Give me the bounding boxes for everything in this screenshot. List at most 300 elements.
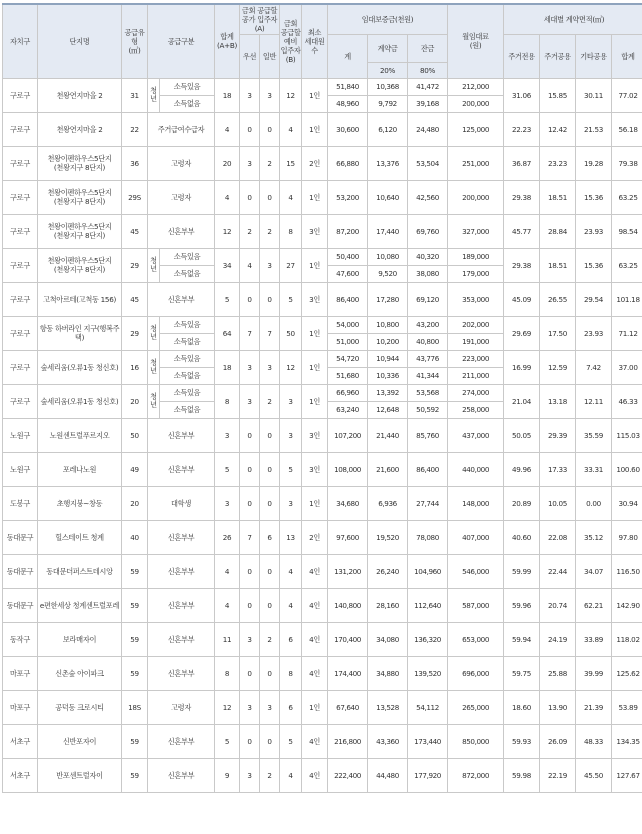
cell-complex: 포레나노원: [38, 452, 122, 486]
cell-group-b: 4: [280, 758, 302, 792]
cell-complex: 천왕이펜하우스5단지 (천왕지구 8단지): [38, 248, 122, 282]
cell-contract: 13,528: [368, 690, 408, 724]
cell-area-shared: 22.44: [540, 554, 576, 588]
cell-supply-category: 신혼부부: [148, 520, 215, 554]
header-deposit: 임대보증금(천원): [328, 4, 448, 34]
cell-min-household: 1인: [302, 248, 328, 282]
cell-area-shared: 20.74: [540, 588, 576, 622]
cell-contract: 34,880: [368, 656, 408, 690]
table-row: [3, 78, 642, 95]
cell-area-shared: 18.51: [540, 248, 576, 282]
cell-contract: 6,936: [368, 486, 408, 520]
cell-income-type: 소득없음: [160, 367, 215, 384]
cell-supply-category: 청 년: [148, 384, 160, 418]
cell-deposit-total: 107,200: [328, 418, 368, 452]
cell-supply-type: 29: [122, 316, 148, 350]
cell-balance: 53,568: [408, 384, 448, 401]
cell-priority: 0: [240, 724, 260, 758]
cell-deposit-total: 170,400: [328, 622, 368, 656]
cell-deposit-total: 66,880: [328, 146, 368, 180]
cell-rent: 353,000: [448, 282, 504, 316]
cell-total: 4: [215, 112, 240, 146]
cell-contract: 10,368: [368, 78, 408, 95]
cell-area-shared: 15.85: [540, 78, 576, 112]
cell-district: 동작구: [3, 622, 38, 656]
cell-balance: 27,744: [408, 486, 448, 520]
cell-priority: 3: [240, 690, 260, 724]
cell-group-b: 6: [280, 690, 302, 724]
cell-district: 도봉구: [3, 486, 38, 520]
cell-contract: 10,800: [368, 316, 408, 333]
cell-district: 구로구: [3, 214, 38, 248]
cell-group-b: 3: [280, 418, 302, 452]
cell-contract: 21,440: [368, 418, 408, 452]
cell-supply-type: 22: [122, 112, 148, 146]
cell-contract: 9,520: [368, 265, 408, 282]
cell-balance: 112,640: [408, 588, 448, 622]
cell-area-other: 15.36: [576, 180, 612, 214]
cell-contract: 44,480: [368, 758, 408, 792]
cell-area-total: 63.25: [612, 248, 642, 282]
cell-complex: 숲세리움(오류1동 청신호): [38, 350, 122, 384]
cell-area-shared: 26.09: [540, 724, 576, 758]
cell-group-b: 5: [280, 724, 302, 758]
cell-district: 서초구: [3, 724, 38, 758]
cell-general: 0: [260, 112, 280, 146]
cell-rent: 653,000: [448, 622, 504, 656]
cell-complex: 천왕연지마을 2: [38, 78, 122, 112]
cell-area-private: 59.99: [504, 554, 540, 588]
table-row: [3, 690, 642, 724]
table-row: [3, 554, 642, 588]
cell-area-total: 30.94: [612, 486, 642, 520]
cell-contract: 10,944: [368, 350, 408, 367]
cell-group-b: 5: [280, 452, 302, 486]
cell-supply-type: 59: [122, 656, 148, 690]
table-row: [3, 282, 642, 316]
cell-balance: 86,400: [408, 452, 448, 486]
cell-group-b: 12: [280, 350, 302, 384]
cell-min-household: 2인: [302, 520, 328, 554]
cell-balance: 54,112: [408, 690, 448, 724]
cell-district: 동대문구: [3, 520, 38, 554]
cell-supply-category: 신혼부부: [148, 622, 215, 656]
cell-min-household: 4인: [302, 622, 328, 656]
cell-balance: 104,960: [408, 554, 448, 588]
cell-group-b: 3: [280, 486, 302, 520]
table-row: [3, 520, 642, 554]
cell-priority: 0: [240, 588, 260, 622]
cell-area-total: 100.60: [612, 452, 642, 486]
cell-group-b: 8: [280, 214, 302, 248]
cell-area-private: 21.04: [504, 384, 540, 418]
cell-deposit-total: 50,400: [328, 248, 368, 265]
cell-deposit-total: 174,400: [328, 656, 368, 690]
cell-supply-type: 59: [122, 588, 148, 622]
cell-general: 3: [260, 248, 280, 282]
cell-priority: 0: [240, 282, 260, 316]
cell-area-total: 101.18: [612, 282, 642, 316]
cell-area-other: 23.93: [576, 316, 612, 350]
cell-total: 11: [215, 622, 240, 656]
cell-balance: 43,776: [408, 350, 448, 367]
header-rent: 월임대료 (원): [448, 4, 504, 78]
cell-deposit-total: 222,400: [328, 758, 368, 792]
cell-general: 2: [260, 758, 280, 792]
cell-contract: 43,360: [368, 724, 408, 758]
cell-general: 3: [260, 350, 280, 384]
cell-deposit-total: 67,640: [328, 690, 368, 724]
header-area-shared: 주거공용: [540, 34, 576, 78]
cell-group-b: 12: [280, 78, 302, 112]
header-area-other: 기타공용: [576, 34, 612, 78]
cell-area-private: 18.60: [504, 690, 540, 724]
cell-complex: 보라매자이: [38, 622, 122, 656]
cell-deposit-total: 108,000: [328, 452, 368, 486]
cell-area-shared: 18.51: [540, 180, 576, 214]
cell-area-other: 0.00: [576, 486, 612, 520]
cell-district: 서초구: [3, 758, 38, 792]
cell-supply-category: 주거급여수급자: [148, 112, 215, 146]
cell-supply-type: 59: [122, 554, 148, 588]
cell-area-other: 21.53: [576, 112, 612, 146]
cell-area-total: 53.89: [612, 690, 642, 724]
cell-supply-category: 신혼부부: [148, 656, 215, 690]
cell-min-household: 3인: [302, 214, 328, 248]
cell-min-household: 4인: [302, 724, 328, 758]
header-group-a: 금회 공급할 공가 입주자 (A): [240, 4, 280, 34]
cell-priority: 3: [240, 78, 260, 112]
cell-group-b: 50: [280, 316, 302, 350]
cell-deposit-total: 86,400: [328, 282, 368, 316]
cell-supply-type: 40: [122, 520, 148, 554]
cell-supply-type: 29: [122, 248, 148, 282]
cell-area-private: 45.09: [504, 282, 540, 316]
cell-area-other: 21.39: [576, 690, 612, 724]
table-row: [3, 588, 642, 622]
cell-deposit-total: 53,200: [328, 180, 368, 214]
header-area-total: 합계: [612, 34, 642, 78]
header-total: 합계 (A+B): [215, 4, 240, 78]
cell-min-household: 4인: [302, 656, 328, 690]
cell-rent: 211,000: [448, 367, 504, 384]
cell-area-private: 36.87: [504, 146, 540, 180]
cell-rent: 200,000: [448, 95, 504, 112]
cell-contract: 10,200: [368, 333, 408, 350]
cell-area-other: 33.31: [576, 452, 612, 486]
header-complex: 단지명: [38, 4, 122, 78]
cell-total: 8: [215, 656, 240, 690]
cell-rent: 200,000: [448, 180, 504, 214]
cell-area-total: 115.03: [612, 418, 642, 452]
header-min-household: 최소 세대원 수: [302, 4, 328, 78]
cell-income-type: 소득있음: [160, 316, 215, 333]
cell-deposit-total: 87,200: [328, 214, 368, 248]
cell-income-type: 소득있음: [160, 78, 215, 95]
cell-general: 2: [260, 384, 280, 418]
cell-area-total: 118.02: [612, 622, 642, 656]
table-row: [3, 656, 642, 690]
cell-deposit-total: 51,840: [328, 78, 368, 95]
cell-deposit-total: 51,000: [328, 333, 368, 350]
cell-priority: 4: [240, 248, 260, 282]
cell-area-total: 125.62: [612, 656, 642, 690]
cell-priority: 7: [240, 316, 260, 350]
cell-area-shared: 17.33: [540, 452, 576, 486]
cell-total: 4: [215, 180, 240, 214]
table-row: [3, 214, 642, 248]
cell-total: 5: [215, 282, 240, 316]
header-balance: 잔금: [408, 34, 448, 62]
cell-area-shared: 10.05: [540, 486, 576, 520]
cell-rent: 440,000: [448, 452, 504, 486]
cell-general: 2: [260, 214, 280, 248]
cell-general: 0: [260, 418, 280, 452]
cell-complex: 초행지붕~창동: [38, 486, 122, 520]
cell-contract: 13,392: [368, 384, 408, 401]
cell-total: 4: [215, 588, 240, 622]
cell-area-other: 7.42: [576, 350, 612, 384]
cell-area-private: 29.38: [504, 248, 540, 282]
header-contract: 계약금: [368, 34, 408, 62]
cell-area-total: 56.18: [612, 112, 642, 146]
cell-priority: 0: [240, 656, 260, 690]
cell-total: 18: [215, 350, 240, 384]
cell-area-private: 49.96: [504, 452, 540, 486]
cell-balance: 177,920: [408, 758, 448, 792]
cell-complex: 천왕이펜하우스5단지 (천왕지구 8단지): [38, 180, 122, 214]
cell-district: 구로구: [3, 248, 38, 282]
header-contract-pct: 20%: [368, 62, 408, 78]
cell-rent: 696,000: [448, 656, 504, 690]
cell-area-shared: 13.90: [540, 690, 576, 724]
cell-supply-category: 신혼부부: [148, 554, 215, 588]
cell-contract: 21,600: [368, 452, 408, 486]
cell-deposit-total: 47,600: [328, 265, 368, 282]
cell-rent: 850,000: [448, 724, 504, 758]
header-deposit-total: 계: [328, 34, 368, 78]
cell-balance: 24,480: [408, 112, 448, 146]
cell-complex: 반포센트럴자이: [38, 758, 122, 792]
cell-complex: e편한세상 청계센트럴포레: [38, 588, 122, 622]
cell-min-household: 1인: [302, 384, 328, 418]
cell-area-shared: 13.18: [540, 384, 576, 418]
cell-general: 2: [260, 622, 280, 656]
cell-balance: 69,760: [408, 214, 448, 248]
cell-district: 동대문구: [3, 588, 38, 622]
header-district: 자치구: [3, 4, 38, 78]
cell-area-private: 29.38: [504, 180, 540, 214]
cell-min-household: 1인: [302, 350, 328, 384]
cell-priority: 7: [240, 520, 260, 554]
cell-min-household: 4인: [302, 554, 328, 588]
cell-area-total: 127.67: [612, 758, 642, 792]
cell-general: 2: [260, 146, 280, 180]
cell-general: 0: [260, 282, 280, 316]
cell-complex: 힐스테이트 청계: [38, 520, 122, 554]
table-row: [3, 452, 642, 486]
cell-supply-category: 고령자: [148, 180, 215, 214]
cell-supply-type: 59: [122, 758, 148, 792]
cell-general: 0: [260, 656, 280, 690]
cell-rent: 258,000: [448, 401, 504, 418]
cell-priority: 3: [240, 384, 260, 418]
cell-balance: 40,800: [408, 333, 448, 350]
cell-area-other: 30.11: [576, 78, 612, 112]
cell-priority: 3: [240, 350, 260, 384]
cell-area-private: 16.99: [504, 350, 540, 384]
cell-balance: 50,592: [408, 401, 448, 418]
cell-rent: 191,000: [448, 333, 504, 350]
cell-district: 구로구: [3, 78, 38, 112]
cell-income-type: 소득없음: [160, 265, 215, 282]
cell-rent: 179,000: [448, 265, 504, 282]
cell-rent: 437,000: [448, 418, 504, 452]
cell-general: 0: [260, 486, 280, 520]
table-row: [3, 350, 642, 367]
cell-supply-category: 청 년: [148, 350, 160, 384]
cell-supply-type: 18S: [122, 690, 148, 724]
cell-rent: 872,000: [448, 758, 504, 792]
cell-total: 20: [215, 146, 240, 180]
cell-balance: 136,320: [408, 622, 448, 656]
cell-area-other: 29.54: [576, 282, 612, 316]
cell-supply-type: 59: [122, 622, 148, 656]
cell-area-private: 59.75: [504, 656, 540, 690]
cell-contract: 34,080: [368, 622, 408, 656]
cell-area-private: 31.06: [504, 78, 540, 112]
cell-total: 5: [215, 724, 240, 758]
cell-group-b: 15: [280, 146, 302, 180]
cell-general: 6: [260, 520, 280, 554]
cell-contract: 6,120: [368, 112, 408, 146]
cell-area-other: 33.89: [576, 622, 612, 656]
cell-min-household: 1인: [302, 180, 328, 214]
cell-district: 동대문구: [3, 554, 38, 588]
cell-supply-category: 신혼부부: [148, 214, 215, 248]
cell-total: 4: [215, 554, 240, 588]
cell-total: 3: [215, 486, 240, 520]
cell-district: 구로구: [3, 180, 38, 214]
cell-area-total: 134.35: [612, 724, 642, 758]
table-row: [3, 384, 642, 401]
cell-area-other: 35.12: [576, 520, 612, 554]
cell-min-household: 3인: [302, 452, 328, 486]
cell-income-type: 소득있음: [160, 248, 215, 265]
table-row: [3, 248, 642, 265]
cell-min-household: 2인: [302, 146, 328, 180]
cell-rent: 587,000: [448, 588, 504, 622]
cell-supply-type: 49: [122, 452, 148, 486]
cell-complex: 동대문더퍼스트데시앙: [38, 554, 122, 588]
cell-income-type: 소득없음: [160, 333, 215, 350]
cell-total: 3: [215, 418, 240, 452]
cell-priority: 0: [240, 112, 260, 146]
cell-area-other: 39.99: [576, 656, 612, 690]
cell-area-shared: 22.08: [540, 520, 576, 554]
cell-balance: 41,344: [408, 367, 448, 384]
cell-deposit-total: 63,240: [328, 401, 368, 418]
cell-contract: 10,336: [368, 367, 408, 384]
table-row: [3, 486, 642, 520]
cell-area-total: 46.33: [612, 384, 642, 418]
cell-supply-type: 31: [122, 78, 148, 112]
cell-supply-type: 16: [122, 350, 148, 384]
cell-min-household: 1인: [302, 486, 328, 520]
cell-area-shared: 17.50: [540, 316, 576, 350]
cell-supply-type: 20: [122, 384, 148, 418]
cell-deposit-total: 97,600: [328, 520, 368, 554]
cell-area-other: 62.21: [576, 588, 612, 622]
cell-supply-category: 청 년: [148, 78, 160, 112]
cell-area-shared: 29.39: [540, 418, 576, 452]
cell-district: 구로구: [3, 384, 38, 418]
cell-area-shared: 25.88: [540, 656, 576, 690]
cell-contract: 10,080: [368, 248, 408, 265]
cell-balance: 85,760: [408, 418, 448, 452]
cell-rent: 202,000: [448, 316, 504, 333]
cell-area-shared: 12.42: [540, 112, 576, 146]
cell-general: 3: [260, 78, 280, 112]
cell-contract: 9,792: [368, 95, 408, 112]
cell-priority: 0: [240, 418, 260, 452]
cell-priority: 0: [240, 554, 260, 588]
table-header: [3, 4, 642, 78]
cell-total: 18: [215, 78, 240, 112]
cell-supply-category: 청 년: [148, 316, 160, 350]
table-body: [3, 78, 642, 792]
cell-balance: 173,440: [408, 724, 448, 758]
cell-area-other: 12.11: [576, 384, 612, 418]
cell-rent: 212,000: [448, 78, 504, 95]
cell-district: 구로구: [3, 350, 38, 384]
cell-area-other: 19.28: [576, 146, 612, 180]
cell-supply-category: 대학생: [148, 486, 215, 520]
cell-complex: 노원센트럴푸르지오: [38, 418, 122, 452]
cell-general: 3: [260, 690, 280, 724]
header-general: 일반: [260, 34, 280, 78]
cell-balance: 39,168: [408, 95, 448, 112]
cell-supply-type: 59: [122, 724, 148, 758]
cell-group-b: 27: [280, 248, 302, 282]
header-area-private: 주거전용: [504, 34, 540, 78]
cell-rent: 189,000: [448, 248, 504, 265]
housing-supply-table: [2, 3, 642, 793]
cell-complex: 신촌숲 아이파크: [38, 656, 122, 690]
cell-total: 12: [215, 690, 240, 724]
cell-balance: 139,520: [408, 656, 448, 690]
header-group-b: 금회 공급할 예비 입주자 (B): [280, 4, 302, 78]
cell-area-other: 48.33: [576, 724, 612, 758]
cell-rent: 148,000: [448, 486, 504, 520]
cell-area-total: 97.80: [612, 520, 642, 554]
cell-area-total: 71.12: [612, 316, 642, 350]
cell-min-household: 3인: [302, 282, 328, 316]
cell-contract: 12,648: [368, 401, 408, 418]
cell-min-household: 3인: [302, 418, 328, 452]
cell-min-household: 1인: [302, 78, 328, 112]
cell-complex: 숲세리움(오류1동 청신호): [38, 384, 122, 418]
cell-district: 마포구: [3, 690, 38, 724]
cell-complex: 항동 하버라인 지구(행복주택): [38, 316, 122, 350]
cell-contract: 17,440: [368, 214, 408, 248]
cell-deposit-total: 216,800: [328, 724, 368, 758]
cell-income-type: 소득없음: [160, 95, 215, 112]
cell-general: 7: [260, 316, 280, 350]
table-row: [3, 622, 642, 656]
cell-complex: 천왕연지마을 2: [38, 112, 122, 146]
cell-area-total: 37.00: [612, 350, 642, 384]
